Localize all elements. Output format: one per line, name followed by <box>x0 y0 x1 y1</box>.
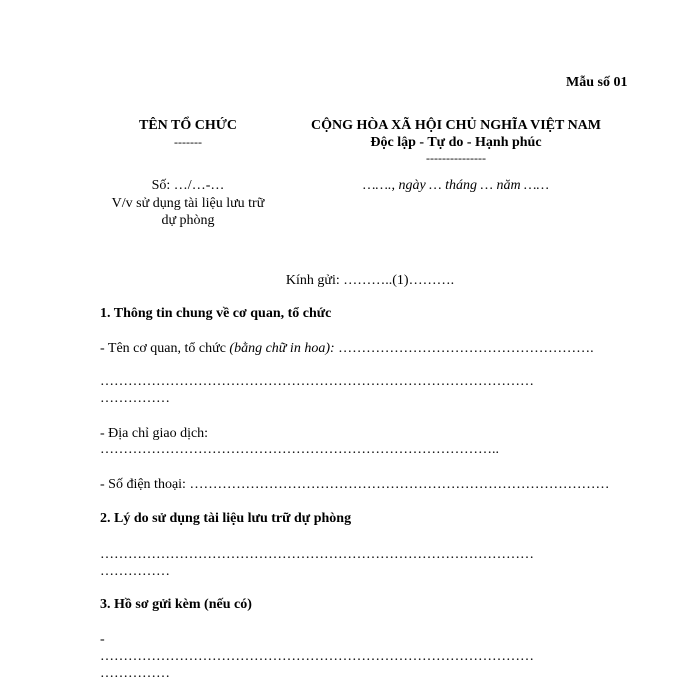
org-name-label: - Tên cơ quan, tổ chức <box>100 341 230 356</box>
section-3-dots-line-1: ………………………………………………………………………………… <box>100 649 534 664</box>
document-number: Số: …/…-… <box>151 178 225 193</box>
org-name: TÊN TỔ CHỨC <box>138 118 237 133</box>
org-name-dots: ………………………………………………. <box>334 341 594 356</box>
subject-line-1: V/v sử dụng tài liệu lưu trữ <box>111 196 265 211</box>
nation-motto: Độc lập - Tự do - Hạnh phúc <box>370 135 542 150</box>
addressee-line: Kính gửi: ………..(1)………. <box>285 273 455 288</box>
phone-field-line <box>100 476 634 494</box>
org-underline: ------- <box>174 135 202 149</box>
section-2-dots-line-2: …………… <box>100 564 170 579</box>
form-number: Mẫu số 01 <box>566 75 628 90</box>
nation-title: CỘNG HÒA XÃ HỘI CHỦ NGHĨA VIỆT NAM <box>310 118 601 133</box>
org-name-dots-line-3: …………… <box>100 391 170 406</box>
section-2-heading: 2. Lý do sử dụng tài liệu lưu trữ dự phòng <box>100 511 352 526</box>
date-line: ……., ngày … tháng … năm …… <box>363 178 549 193</box>
org-name-dots-line-2: ………………………………………………………………………………… <box>100 374 534 389</box>
motto-underline: --------------- <box>426 151 486 165</box>
org-name-field-line <box>100 340 594 358</box>
section-3-dash: - <box>100 632 105 647</box>
section-2-dots-line-1: ………………………………………………………………………………… <box>100 547 534 562</box>
address-label: - Địa chỉ giao dịch: <box>100 426 209 441</box>
subject-line-2: dự phòng <box>161 213 215 228</box>
org-name-hint: (bằng chữ in hoa): <box>229 341 335 356</box>
address-dots: ………………………………………………………………………….. <box>100 442 499 457</box>
phone-label: - Số điện thoại: <box>100 477 190 492</box>
section-3-dots-line-2: …………… <box>100 666 170 681</box>
phone-dots: ……………………………………………………………………………… <box>189 477 610 492</box>
section-1-heading: 1. Thông tin chung về cơ quan, tổ chức <box>100 306 332 321</box>
section-3-heading: 3. Hồ sơ gửi kèm (nếu có) <box>100 597 252 612</box>
